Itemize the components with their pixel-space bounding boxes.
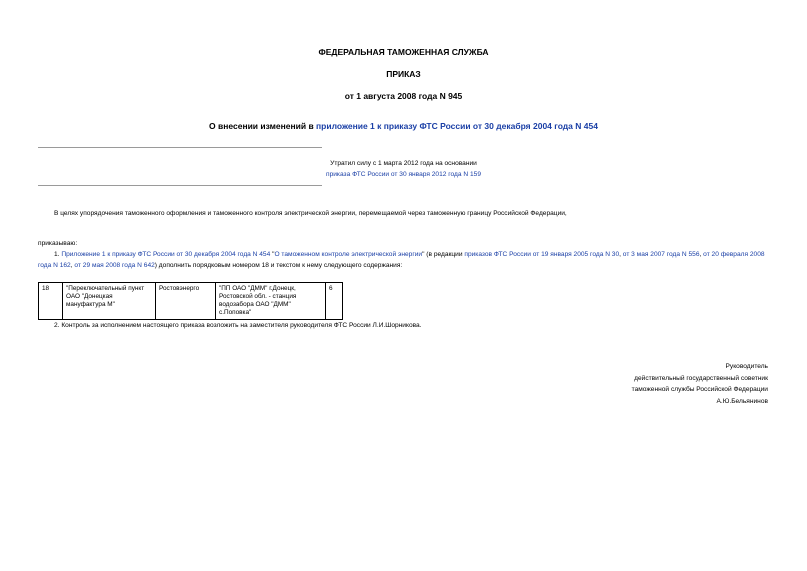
- divider-top: [38, 147, 322, 148]
- inserted-table: [38, 282, 343, 320]
- link-appendix-order-454[interactable]: Приложение 1 к приказу ФТС России от 30 декабря 2004 года N 454: [61, 251, 271, 258]
- order-word: приказываю:: [38, 240, 78, 247]
- cell-value: 6: [326, 283, 343, 320]
- item-2: 2. Контроль за исполнением настоящего приказа возложить на заместителя руководителя ФТС России Л.И.Шорникова.: [54, 322, 422, 329]
- document-title: [0, 121, 807, 131]
- link-order-162[interactable]: от 20 февраля 2008 года N 162: [38, 251, 765, 269]
- title-prefix: О внесении изменений в: [209, 121, 317, 131]
- signature-name: А.Ю.Бельянинов: [716, 397, 768, 405]
- cell-number: 18: [39, 283, 63, 320]
- divider-bottom: [38, 185, 322, 186]
- document-date-number: от 1 августа 2008 года N 945: [344, 91, 463, 101]
- item-1: 1. Приложение 1 к приказу ФТС России от 30 декабря 2004 года N 454 "О таможенном контроле электрической энергии" (в редакции приказов ФТС России от 19 января 2005 года N 30, от 3 мая 2007 года N 556, от 20 февраля 2008 года N 162, от 29 мая 2008 года N 642) дополнить порядковым номером 18 и текстом к нему следующего содержания:: [38, 251, 765, 269]
- status-note-line1: Утратил силу с 1 марта 2012 года на основании: [330, 160, 477, 167]
- cell-object-name: "Переключательный пункт ОАО "Донецкая мануфактура М": [63, 283, 156, 320]
- preamble: В целях упорядочения таможенного оформления и таможенного контроля электрической энергии, перемещаемой через таможенную границу Российской Федерации,: [54, 210, 567, 217]
- link-order-30[interactable]: приказов ФТС России от 19 января 2005 года N 30: [464, 251, 620, 258]
- link-order-556[interactable]: от 3 мая 2007 года N 556: [622, 251, 700, 258]
- title-link[interactable]: приложение 1 к приказу ФТС России от 30 декабря 2004 года N 454: [316, 121, 598, 131]
- signature-title: Руководитель: [725, 363, 768, 370]
- signature-rank: действительный государственный советник: [634, 374, 768, 382]
- link-order-642[interactable]: от 29 мая 2008 года N 642: [74, 262, 155, 269]
- signature-block: [632, 361, 768, 407]
- link-order-title[interactable]: О таможенном контроле электрической энергии: [274, 251, 423, 258]
- agency-name: ФЕДЕРАЛЬНАЯ ТАМОЖЕННАЯ СЛУЖБА: [318, 47, 489, 57]
- document-type: ПРИКАЗ: [386, 69, 421, 79]
- cell-location: "ПП ОАО "ДММ" г.Донецк, Ростовской обл. - станция водозабора ОАО "ДММ" с.Поповка": [216, 283, 326, 320]
- status-note-link[interactable]: приказа ФТС России от 30 января 2012 года N 159: [326, 171, 481, 178]
- signature-org: таможенной службы Российской Федерации: [631, 386, 768, 393]
- cell-owner: Ростовэнерго: [156, 283, 216, 320]
- table-row: [39, 283, 343, 320]
